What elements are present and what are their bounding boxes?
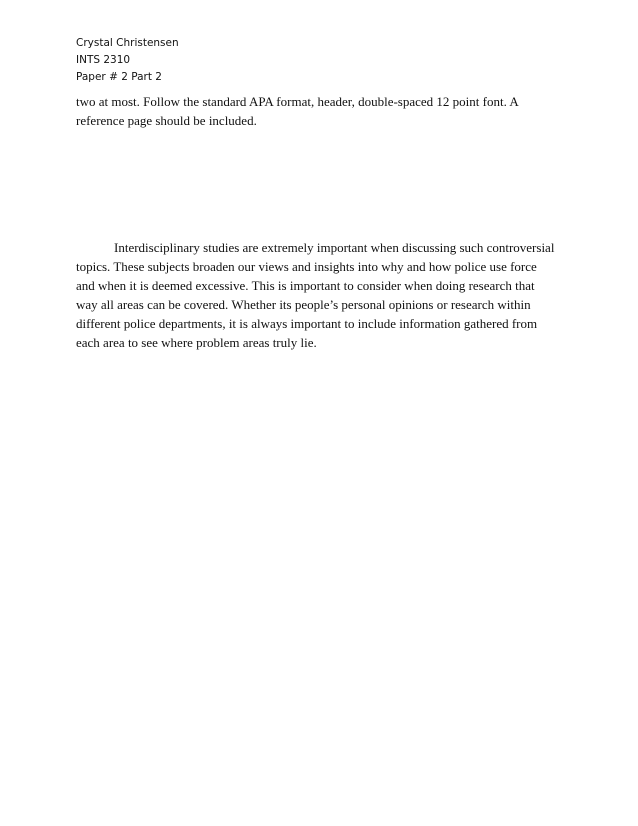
intro-paragraph: two at most. Follow the standard APA format, header, double-spaced 12 point font. A reference page should be included. bbox=[76, 94, 519, 128]
document-header bbox=[76, 35, 179, 86]
course-code: INTS 2310 bbox=[76, 54, 131, 66]
paper-title: Paper # 2 Part 2 bbox=[76, 71, 162, 83]
author-name: Crystal Christensen bbox=[76, 37, 179, 49]
body-paragraph: Interdisciplinary studies are extremely important when discussing such controversial topics. These subjects broaden our views and insights into why and how police use force and when it is deemed excessive. This is important to consider when doing research that way all areas can be covered. Whether its people’s personal opinions or research within different police departments, it is always important to include information gathered from each area to see where problem areas truly lie. bbox=[76, 240, 555, 350]
